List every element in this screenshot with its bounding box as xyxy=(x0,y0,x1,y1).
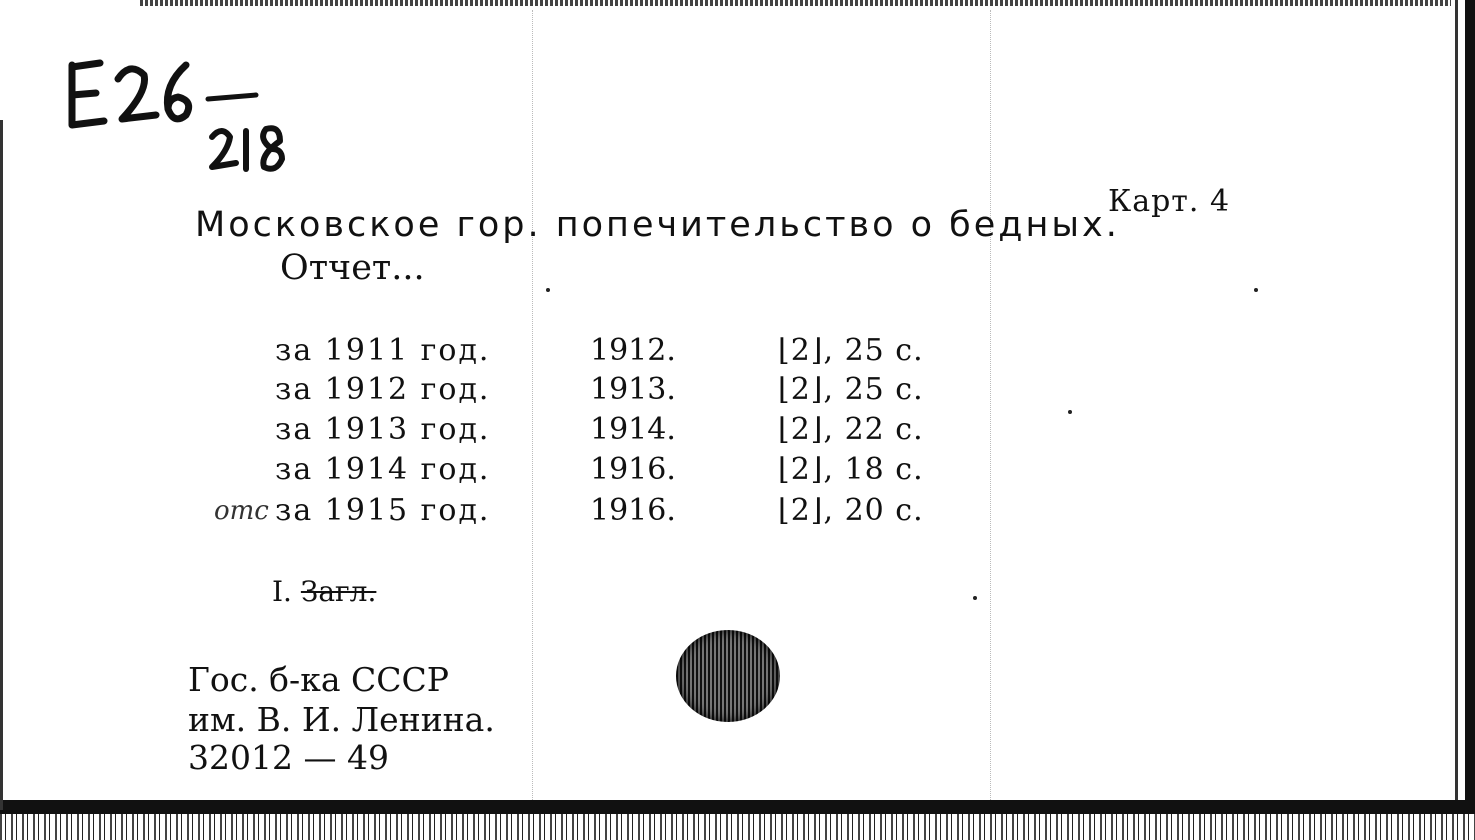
report-row xyxy=(0,372,1100,412)
entry-subtitle: Отчет... xyxy=(280,248,425,288)
scan-speck xyxy=(546,288,550,292)
entry-heading: Московское гор. попечительство о бедных. xyxy=(195,205,1120,245)
handwritten-shelfmark xyxy=(60,55,300,185)
report-pagination: ⌊2⌋, 25 с. xyxy=(778,372,924,407)
report-publication-year: 1913. xyxy=(590,372,676,407)
report-row xyxy=(0,452,1100,492)
handwritten-shelfmark-drawing xyxy=(60,55,300,185)
scan-speck xyxy=(1068,410,1072,414)
report-pagination: ⌊2⌋, 18 с. xyxy=(778,452,924,487)
scan-speck xyxy=(973,596,977,600)
report-publication-year: 1916. xyxy=(590,452,676,487)
library-dedication: им. В. И. Ленина. xyxy=(188,700,495,739)
report-row xyxy=(0,333,1100,373)
card-top-edge xyxy=(140,0,1475,6)
note-number: I. xyxy=(272,575,292,608)
handwritten-margin-note: отс xyxy=(214,496,269,526)
report-publication-year: 1914. xyxy=(590,412,676,447)
report-pagination: ⌊2⌋, 25 с. xyxy=(778,333,924,368)
report-publication-year: 1912. xyxy=(590,333,676,368)
card-right-edge-inner xyxy=(1451,0,1465,840)
note-struck-text: Загл. xyxy=(300,575,377,608)
report-pagination: ⌊2⌋, 20 с. xyxy=(778,493,924,528)
ink-stamp-mark xyxy=(676,630,780,722)
report-period: за 1912 год. xyxy=(275,372,491,407)
report-period: за 1914 год. xyxy=(275,452,491,487)
report-row xyxy=(0,493,1100,533)
card-bottom-strip xyxy=(0,814,1475,840)
report-pagination: ⌊2⌋, 22 с. xyxy=(778,412,924,447)
report-publication-year: 1916. xyxy=(590,493,676,528)
library-name: Гос. б-ка СССР xyxy=(188,660,449,699)
report-period: за 1915 год. xyxy=(275,493,491,528)
scan-speck xyxy=(1254,288,1258,292)
report-period: за 1911 год. xyxy=(275,333,491,368)
report-period: за 1913 год. xyxy=(275,412,491,447)
report-row xyxy=(0,412,1100,452)
card-right-edge xyxy=(1465,0,1475,840)
card-number: Карт. 4 xyxy=(1108,184,1231,219)
library-print-code: 32012 — 49 xyxy=(188,738,389,777)
title-note xyxy=(272,575,376,608)
card-bottom-edge xyxy=(0,800,1475,814)
